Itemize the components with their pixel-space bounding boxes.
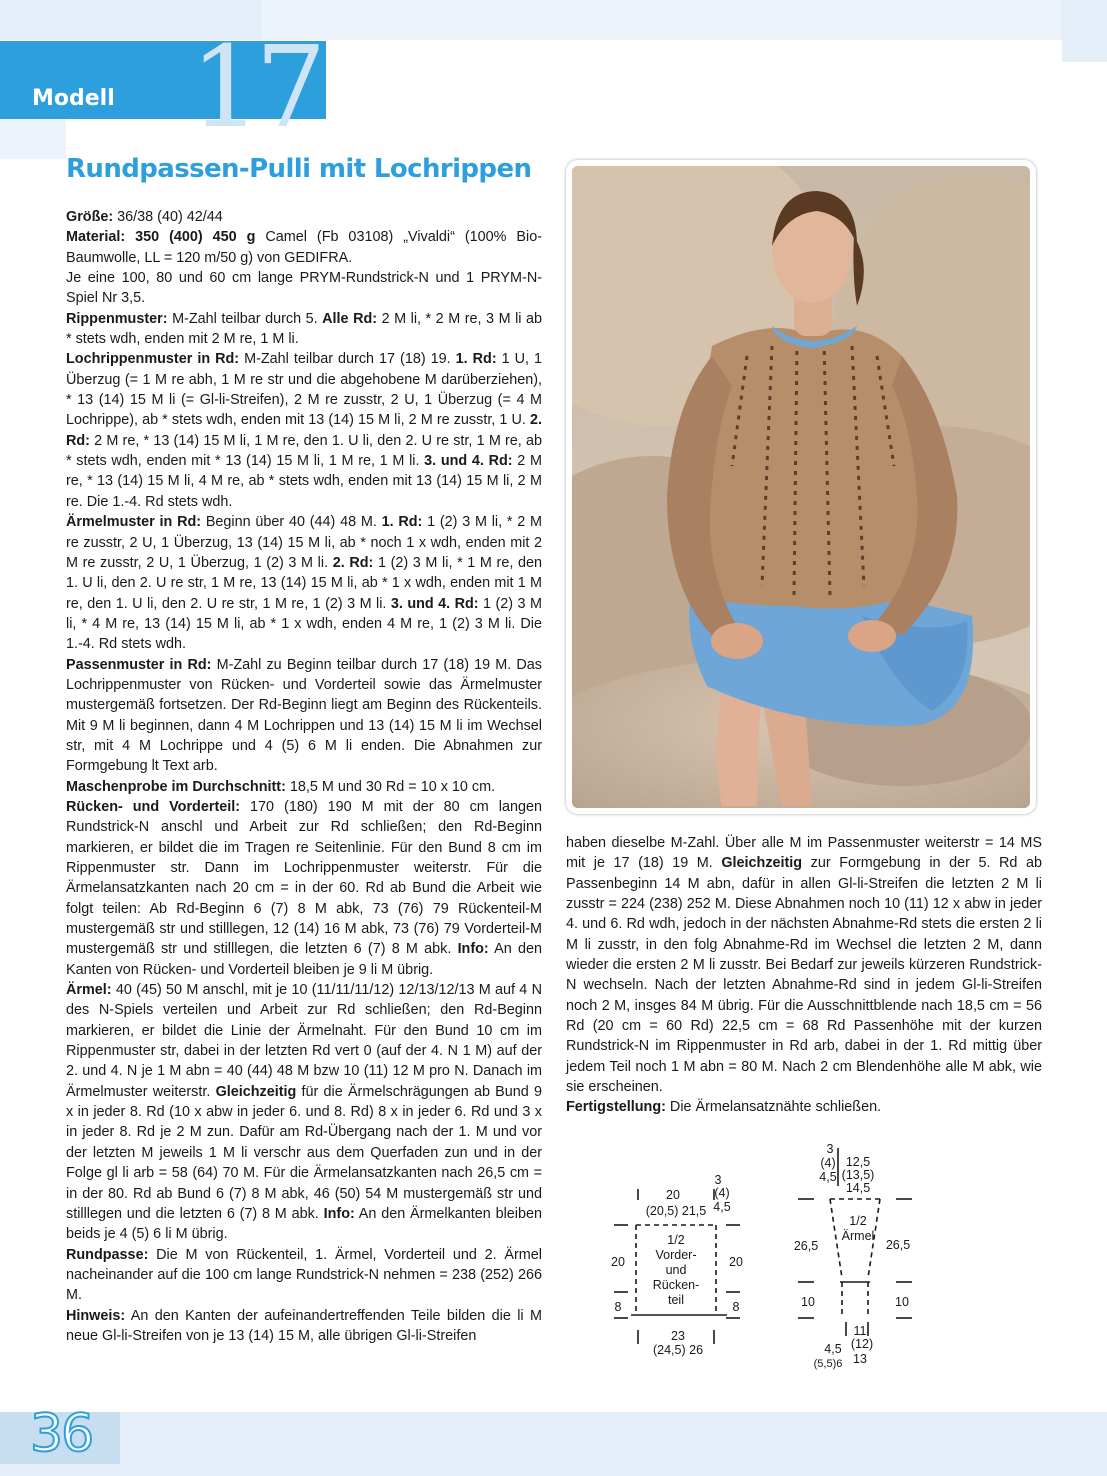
needles-paragraph: Je eine 100, 80 und 60 cm lange PRYM-Rundstrick-N und 1 PRYM-N-Spiel Nr 3,5. bbox=[66, 270, 542, 307]
body-label-2: Vorder- bbox=[655, 1248, 697, 1262]
sleeve-bottom-1: 11 bbox=[853, 1324, 867, 1338]
body-paragraph: Rücken- und Vorderteil: 170 (180) 190 M mit der 80 cm langen Rundstrick-N anschl und Arbeit zur Rd schließen; den Rd-Beginn markieren, er bildet die im Tragen re Seitenlinie. Für den Bund 8 cm im Rippenmuster str. Dann im Lochrippenmuster weiterstr. Für die Ärmelansatzkanten nach 20 cm = in der 60. Rd ab Bund die Arbeit wie folgt teilen: Ab Rd-Beginn 6 (7) 8 M abk, 73 (76) 79 Rückenteil-M mustergemäß str und stilllegen, 12 (14) 16 M abk, 73 (76) 79 Vorderteil-M mustergemäß str und stilllegen, die letzten 6 (7) 8 M abk. Info: An den Kanten von Rücken- und Vorderteil bleiben je 9 li M übrig. bbox=[66, 798, 542, 978]
sleeve-pattern-paragraph: Ärmelmuster in Rd: Beginn über 40 (44) 48 M. 1. Rd: 1 (2) 3 M li, * 2 M re zusstr, 2 U, 1 Überzug, 13 (14) 15 M li, ab * noch 1 x wdh, enden mit 2 M re zusstr, 2 U, 1 Überzug, 1 (2) 3 M li. 2. Rd: 1 (2) 3 M li, * 1 M re, den 1. U li, den 2. U re str, 1 M re, 13 (14) 15 M li, ab * 1 x wdh, enden mit 1 M re, den 1. U li, den 2. U re str, 1 M re, 1 (2) 3 M li. 3. und 4. Rd: 1 (2) 3 M li, * 4 M re, 13 (14) 15 M li, ab * 1 x wdh, enden 4 M re, 1 (2) 3 M li. Die 1.-4. Rd stets wdh. bbox=[66, 514, 542, 653]
note-paragraph: Hinweis: An den Kanten der aufeinandertreffenden Teile bilden die li M neue Gl-li-Streifen von je 13 (14) 15 M, alle übrigen Gl-li-Streifen bbox=[66, 1307, 542, 1344]
dim-armhole-1: 3 bbox=[714, 1173, 722, 1187]
dim-armhole-3: 4,5 bbox=[713, 1200, 731, 1214]
size-paragraph: Größe: 36/38 (40) 42/44 bbox=[66, 209, 223, 225]
body-label-4: Rücken- bbox=[652, 1278, 700, 1292]
sleeve-top-1: 3 bbox=[826, 1142, 834, 1156]
sleeve-side-1: 4,5 bbox=[824, 1342, 842, 1356]
dim-right-height: 20 bbox=[729, 1255, 743, 1269]
model-photo bbox=[572, 166, 1030, 808]
sleeve-schematic bbox=[780, 1138, 930, 1374]
sleeve-left-height: 26,5 bbox=[793, 1239, 819, 1253]
bg-tile bbox=[262, 0, 1062, 40]
sleeve-right-height: 26,5 bbox=[885, 1238, 911, 1252]
sleeve-right-rib: 10 bbox=[895, 1295, 909, 1309]
body-label-3: und bbox=[665, 1263, 687, 1277]
dim-top-width-sizes: (20,5) 21,5 bbox=[645, 1204, 707, 1218]
body-label-1: 1/2 bbox=[667, 1233, 685, 1247]
yoke-continuation-paragraph: haben dieselbe M-Zahl. Über alle M im Passenmuster weiterstr = 14 MS mit je 17 (18) 19 M. Gleichzeitig zur Formgebung in der 5. Rd ab Passenbeginn 14 M abn, dafür in allen Gl-li-Streifen die letzten 2 M li zusstr = 224 (238) 252 M. Diese Abnahmen noch 10 (11) 12 x abw in jeder 4. und 6. Rd wdh, jedoch in der nächsten Abnahme-Rd stets die ersten 2 li M li zusstr, in den folg Abnahme-Rd im Wechsel die letzten 2 M, dann wieder die ersten 2 M li zusstr. Bei Bedarf zur jeweils kürzeren Rundstrick-N wechseln. Nach der letzten Abnahme-Rd sind in jedem Gl-li-Streifen noch 2 M, insges 84 M übrig. Für die Ausschnittblende nach 18,5 cm = 56 Rd (20 cm = 60 Rd) 22,5 cm = 68 Rd Passenhöhe mit der kurzen Rundstrick-N im Rippenmuster in Rd arb, dabei in der 1. Rd mittig über jedem Teil noch 1 M abn = 80 M. Nach 2 cm Blendenhöhe alle M abk, wie sie erscheinen. bbox=[566, 835, 1042, 1096]
model-label: Modell bbox=[32, 86, 115, 111]
eyelet-rib-paragraph: Lochrippenmuster in Rd: M-Zahl teilbar durch 17 (18) 19. 1. Rd: 1 U, 1 Überzug (= 1 M re abh, 1 M re str und die abgehobene M darüberziehen), * 13 (14) 15 M li (= Gl-li-Streifen), 2 M re zusstr, 2 U, 1 Überzug (= 4 M Lochrippe), ab * stets wdh, enden mit 13 (14) 15 M li, 2 M re zusstr, 1 U. 2. Rd: 2 M re, * 13 (14) 15 M li, 1 M re, den 1. U li, den 2. U re str, 1 M re, ab * stets wdh, enden mit * 13 (14) 15 M li, 1 M re, 1 M li. 3. und 4. Rd: 2 M re, * 13 (14) 15 M li, 4 M re, ab * stets wdh, enden mit 13 (14) 15 M li, 2 M re. Die 1.-4. Rd stets wdh. bbox=[66, 351, 543, 510]
dim-bottom-width: 23 bbox=[671, 1329, 685, 1343]
sleeve-bottom-2: (12) bbox=[850, 1337, 874, 1351]
dim-left-rib: 8 bbox=[614, 1300, 622, 1314]
dim-top-width: 20 bbox=[666, 1188, 680, 1202]
page-number: 36 bbox=[30, 1404, 93, 1464]
dim-armhole-2: (4) bbox=[714, 1186, 730, 1200]
bg-tile bbox=[1062, 0, 1107, 62]
finishing-paragraph: Fertigstellung: Die Ärmelansatznähte schließen. bbox=[566, 1099, 882, 1116]
sleeve-label-1: 1/2 bbox=[849, 1214, 867, 1228]
instructions-column-right bbox=[566, 833, 1042, 1118]
bg-tile bbox=[0, 119, 66, 159]
sleeve-bottom-3: 13 bbox=[853, 1352, 867, 1366]
instructions-column-left bbox=[66, 207, 542, 1346]
sleeve-label-2: Ärmel bbox=[841, 1229, 875, 1243]
sleeve-left-rib: 10 bbox=[801, 1295, 815, 1309]
round-yoke-paragraph: Rundpasse: Die M von Rückenteil, 1. Ärmel, Vorderteil und 2. Ärmel nacheinander auf die 100 cm lange Rundstrick-N nehmen = 238 (252) 266 M. bbox=[66, 1246, 542, 1304]
sleeve-top-2: (4) bbox=[820, 1156, 836, 1170]
yoke-pattern-paragraph: Passenmuster in Rd: M-Zahl zu Beginn teilbar durch 17 (18) 19 M. Das Lochrippenmuster von Rücken- und Vorderteil sowie das Ärmelmuster mustergemäß fortsetzen. Der Rd-Beginn liegt am Beginn des Rückenteils. Mit 9 M li beginnen, dann 4 M Lochrippen und 13 (14) 15 M li im Wechsel str, mit 4 M Lochrippe und 4 (5) 6 M li enden. Die Abnahmen zur Formgebung lt Text arb. bbox=[66, 656, 542, 775]
body-label-5: teil bbox=[668, 1293, 684, 1307]
page-title: Rundpassen-Pulli mit Lochrippen bbox=[66, 154, 532, 184]
sleeve-top-width-3: 14,5 bbox=[845, 1181, 871, 1195]
sleeve-paragraph: Ärmel: 40 (45) 50 M anschl, mit je 10 (11/11/11/12) 12/13/12/13 M auf 4 N des N-Spiels verteilen und Arbeit zur Rd schließen; den Rd-Beginn markieren, er bildet die Linie der Ärmelnaht. Für den Bund 10 cm im Rippenmuster str, dabei in der letzten Rd vert 0 (auf der 4. N 1 M) auf der 2. und 4. N je 1 M abn = 40 (44) 48 M bzw 10 (11) 12 M pro N. Danach im Ärmelmuster weiterstr. Gleichzeitig für die Ärmelschrägungen ab Bund 9 x in jeder 8. Rd (10 x abw in jeder 6. und 8. Rd) 8 x in jeder 6. Rd und 3 x in jeder 8. Rd je 2 M zun. Dafür am Rd-Übergang nach der 1. M und vor der letzten M jeweils 1 M li verschr aus dem Querfaden zun und in der Folge gl li arb = 58 (64) 70 M. Für die Ärmelansatzkanten nach 26,5 cm = in der 80. Rd ab Bund 6 (7) 8 M abk, 46 (50) 54 M mustergemäß str und stilllegen und die letzten 6 (7) 8 M abk. Info: An den Ärmelkanten bleiben beids je 4 (5) 6 li M übrig. bbox=[66, 982, 543, 1243]
dim-right-rib: 8 bbox=[732, 1300, 740, 1314]
dim-left-height: 20 bbox=[611, 1255, 625, 1269]
footer-band bbox=[0, 1412, 1107, 1476]
material-paragraph: Material: 350 (400) 450 g Camel (Fb 03108) „Vivaldi“ (100% Bio-Baumwolle, LL = 120 m/50 g) von GEDIFRA. bbox=[66, 229, 543, 266]
gauge-paragraph: Maschenprobe im Durchschnitt: 18,5 M und 30 Rd = 10 x 10 cm. bbox=[66, 778, 496, 795]
sleeve-top-3: 4,5 bbox=[819, 1170, 837, 1184]
sleeve-top-width-1: 12,5 bbox=[845, 1155, 871, 1169]
model-number: 17 bbox=[190, 23, 321, 153]
sleeve-top-width-2: (13,5) bbox=[841, 1168, 875, 1182]
sleeve-side-2: (5,5)6 bbox=[813, 1358, 843, 1370]
rib-pattern-paragraph: Rippenmuster: M-Zahl teilbar durch 5. Alle Rd: 2 M li, * 2 M re, 3 M li ab * stets wdh, enden mit 2 M re, 1 M li. bbox=[66, 310, 543, 348]
body-schematic bbox=[600, 1168, 760, 1368]
dim-bottom-width-sizes: (24,5) 26 bbox=[652, 1343, 704, 1357]
